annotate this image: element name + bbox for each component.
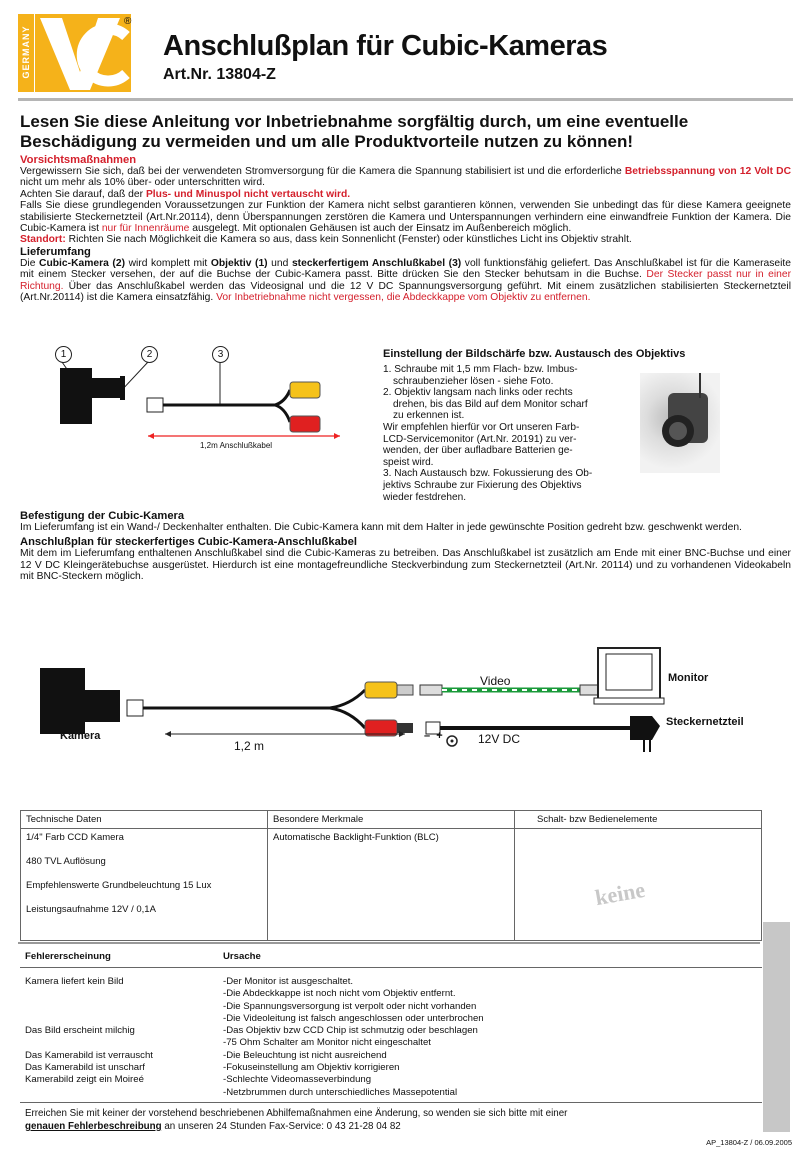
fault-symptom: Das Kamerabild ist verrauscht <box>25 1049 153 1061</box>
fault-row <box>25 1037 757 1049</box>
text-block <box>20 154 791 303</box>
controls-value: keine <box>593 876 647 911</box>
fax-service-text: an unseren 24 Stunden Fax-Service: 0 43 21-28 04 82 <box>161 1120 401 1132</box>
wiring-text: Mit dem im Lieferumfang enthaltenen Anschlußkabel sind die Cubic-Kameras zu betreiben. Das Anschlußkabel ist zusätzlich am Ende mit einer BNC-Buchse und einer 12 V DC Kleingerätebuchse ausgerüstet. Hierdurch ist eine montagefreundliche Steckverbindung zum Steckernetzteil (Art.Nr. 20114) und zu vorhandenen Videokabeln mit BNC-Steckern möglich. <box>20 548 791 583</box>
fault-symptom <box>25 988 223 1000</box>
fault-cause: -Fokuseinstellung am Objektiv korrigieren <box>223 1062 400 1074</box>
fault-row <box>25 988 757 1000</box>
focus-instructions <box>383 364 633 503</box>
controls-cell <box>515 829 762 941</box>
fault-header: Fehlererscheinung <box>25 951 111 962</box>
fault-symptom <box>25 1001 223 1013</box>
fault-row <box>25 1050 757 1062</box>
callout-2-camera: 2 <box>141 346 158 363</box>
tech-data-cell <box>21 829 268 941</box>
side-gray-bar <box>763 922 790 1132</box>
fault-footer-line2 <box>25 1120 757 1133</box>
camera-label: Kamera <box>60 730 101 742</box>
fault-footer <box>20 1102 762 1137</box>
product-figure <box>20 340 370 460</box>
fault-cause: -Das Objektiv bzw CCD Chip ist schmutzig oder beschlagen <box>223 1025 478 1037</box>
fault-row <box>25 1062 757 1074</box>
page-title: Anschlußplan für Cubic-Kameras <box>163 30 608 62</box>
intro-warning: Lesen Sie diese Anleitung vor Inbetriebnahme sorgfältig durch, um eine eventuelle Beschädigung zu vermeiden und um alle Produktvorteile nutzen zu können! <box>20 112 689 151</box>
fault-symptom: Das Kamerabild ist unscharf <box>25 1062 145 1074</box>
tech-spec: Empfehlenswerte Grundbeleuchtung 15 Lux <box>26 880 212 891</box>
logo <box>18 14 138 94</box>
focus-line: schraubenzieher lösen - siehe Foto. <box>393 375 554 387</box>
cable-length-label: 1,2m Anschlußkabel <box>200 441 273 450</box>
tech-spec: 1/4" Farb CCD Kamera <box>26 832 124 843</box>
fault-symptom <box>25 1037 223 1049</box>
fault-row <box>25 1074 757 1086</box>
focus-line: Wir empfehlen hierfür vor Ort unseren Farb- <box>383 421 580 433</box>
fault-cause: -Der Monitor ist ausgeschaltet. <box>223 976 354 987</box>
specs-body-row <box>21 829 762 941</box>
logo-side-text: GERMANY <box>21 25 31 79</box>
delivery-heading: Lieferumfang <box>20 245 91 258</box>
focus-line: jektivs Schraube zur Fixierung des Objektivs <box>383 479 582 491</box>
fault-cause: -75 Ohm Schalter am Monitor nicht eingeschaltet <box>223 1037 431 1049</box>
fax-emphasis: genauen Fehlerbeschreibung <box>25 1120 162 1132</box>
fault-symptom: Das Bild erscheint milchig <box>25 1025 135 1037</box>
focus-line: wenden, der über aufladbare Batterien ge- <box>383 445 573 457</box>
feature-item: Automatische Backlight-Funktion (BLC) <box>273 832 439 843</box>
fault-symptom: Kamerabild zeigt ein Moireé <box>25 1074 144 1086</box>
callout-3-cable: 3 <box>212 346 229 363</box>
fault-symptom <box>25 1013 223 1025</box>
callout-1-lens: 1 <box>55 346 72 363</box>
mount-text: Im Lieferumfang ist ein Wand-/ Deckenhalter enthalten. Die Cubic-Kamera kann mit dem Halter in jede gewünschte Position gedreht bzw. geschwenkt werden. <box>20 522 742 533</box>
fault-cause: -Netzbrummen durch unterschiedliches Massepotential <box>223 1086 458 1098</box>
fault-footer-line1: Erreichen Sie mit keiner der vorstehend beschriebenen Abhilfemaßnahmen eine Änderung, so wenden sie sich bitte mit einer <box>25 1107 568 1119</box>
specs-header: Technische Daten <box>21 811 268 829</box>
psu-label: Steckernetzteil <box>666 716 744 728</box>
header-divider <box>18 98 793 101</box>
specs-header: Schalt- bzw Bedienelemente <box>515 811 762 829</box>
camera-cable-drawing <box>20 340 370 460</box>
video-label: Video <box>480 674 511 688</box>
lens-photo-graphic <box>640 373 720 473</box>
cable-length-1-2m: 1,2 m <box>234 739 265 753</box>
fault-table <box>20 948 762 1137</box>
specs-table <box>20 810 762 941</box>
specs-header: Besondere Merkmale <box>268 811 515 829</box>
focus-line: drehen, bis das Bild auf dem Monitor scharf <box>393 398 588 410</box>
focus-line: 1. Schraube mit 1,5 mm Flach- bzw. Imbus- <box>383 364 578 375</box>
focus-line: zu erkennen ist. <box>393 410 465 422</box>
fault-row <box>25 1087 757 1099</box>
focus-line: 2. Objektiv langsam nach links oder rechts <box>383 387 573 399</box>
mount-section <box>20 510 791 583</box>
article-number: Art.Nr. 13804-Z <box>163 66 276 83</box>
precautions-p4: Standort: Richten Sie nach Möglichkeit die Kamera so aus, dass kein Sonnenlicht (Fenster) oder künstliches Licht ins Objektiv strahlt. <box>20 234 632 246</box>
fault-rows <box>20 967 762 1099</box>
lens-photo <box>640 373 720 473</box>
registered-mark: ® <box>124 16 132 27</box>
fault-row <box>25 1013 757 1025</box>
fault-symptom <box>25 1087 223 1099</box>
delivery-text: Die Cubic-Kamera (2) wird komplett mit Objektiv (1) und steckerfertigem Anschlußkabel (3) voll funktionsfähig geliefert. Das Anschlußkabel ist für die Kameraseite mit einem Stecker versehen, der auf die Buchse der Cubic-Kamera passt. Bitte drücken Sie den Stecker behutsam in die Buchse. Der Stecker passt nur in einer Richtung. Über das Anschlußkabel werden das Videosignal und die 12 V DC Spannungsversorgung geführt. Mit einem zusätzlichen stabilisierten Steckernetzteil (Art.Nr.20114) ist die Kamera einsatzfähig. Vor Inbetriebnahme nicht vergessen, die Abdeckkappe vom Objektiv zu entfernen. <box>20 257 791 304</box>
wiring-diagram-graphic <box>20 640 790 760</box>
voltage-label: 12V DC <box>478 732 521 746</box>
precautions-p2: Achten Sie darauf, daß der Plus- und Minuspol nicht vertauscht wird. <box>20 188 351 200</box>
vc-logo-graphic <box>18 14 138 94</box>
tech-spec: Leistungsaufnahme 12V / 0,1A <box>26 904 156 915</box>
precautions-heading: Vorsichtsmaßnahmen <box>20 154 137 166</box>
precautions-p1: Vergewissern Sie sich, daß bei der verwendeten Stromversorgung für die Kamera die Spannung stabilisiert ist und die erforderliche Betriebsspannung von 12 Volt DC nicht um mehr als 10% über- oder unterschritten wird. <box>20 166 792 189</box>
fault-top-divider <box>18 942 760 944</box>
fault-symptom: Kamera liefert kein Bild <box>25 976 124 987</box>
monitor-label: Monitor <box>668 672 709 684</box>
fault-row <box>25 976 757 988</box>
fault-header-row <box>20 948 762 965</box>
features-cell <box>268 829 515 941</box>
fault-header: Ursache <box>223 951 261 962</box>
precautions-p3: Falls Sie diese grundlegenden Voraussetzungen zur Funktion der Kamera nicht selbst garantieren können, verwenden Sie unbedingt das für diese Kamera geeignete stabilisierte Steckernetzteil (Art.Nr.20114), denn Überspannungen zerstören die Kamera und Unterspannungen verhindern eine einwandfreie Funktion der Kamera. Die Cubic-Kamera ist nur für Innenräume ausgelegt. Mit optionalen Gehäusen ist auch der Einsatz im Außenbereich möglich. <box>20 200 791 235</box>
document-id: AP_13804-Z / 06.09.2005 <box>706 1138 792 1147</box>
focus-line: 3. Nach Austausch bzw. Fokussierung des Ob- <box>383 468 593 480</box>
fault-row <box>25 1025 757 1037</box>
fault-cause: -Schlechte Videomasseverbindung <box>223 1074 372 1086</box>
polarity-label: – + <box>424 730 443 742</box>
focus-line: LCD-Servicemonitor (Art.Nr. 20191) zu ver- <box>383 433 577 445</box>
fault-cause: -Die Videoleitung ist falsch angeschlossen oder unterbrochen <box>223 1012 484 1024</box>
wiring-heading: Anschlußplan für steckerfertiges Cubic-Kamera-Anschlußkabel <box>20 536 357 549</box>
specs-header-row <box>21 811 762 829</box>
tech-spec: 480 TVL Auflösung <box>26 856 106 867</box>
fault-row <box>25 1001 757 1013</box>
wiring-diagram <box>20 640 790 760</box>
mount-heading: Befestigung der Cubic-Kamera <box>20 510 185 522</box>
fault-cause: -Die Abdeckkappe ist noch nicht vom Objektiv entfernt. <box>223 988 456 1000</box>
focus-heading: Einstellung der Bildschärfe bzw. Austausch des Objektivs <box>383 348 686 360</box>
focus-line: speist wird. <box>383 456 434 468</box>
logo-letters <box>58 44 59 45</box>
focus-line: wieder festdrehen. <box>383 491 467 503</box>
fault-cause: -Die Beleuchtung ist nicht ausreichend <box>223 1049 387 1061</box>
fault-cause: -Die Spannungsversorgung ist verpolt oder nicht vorhanden <box>223 1000 477 1012</box>
